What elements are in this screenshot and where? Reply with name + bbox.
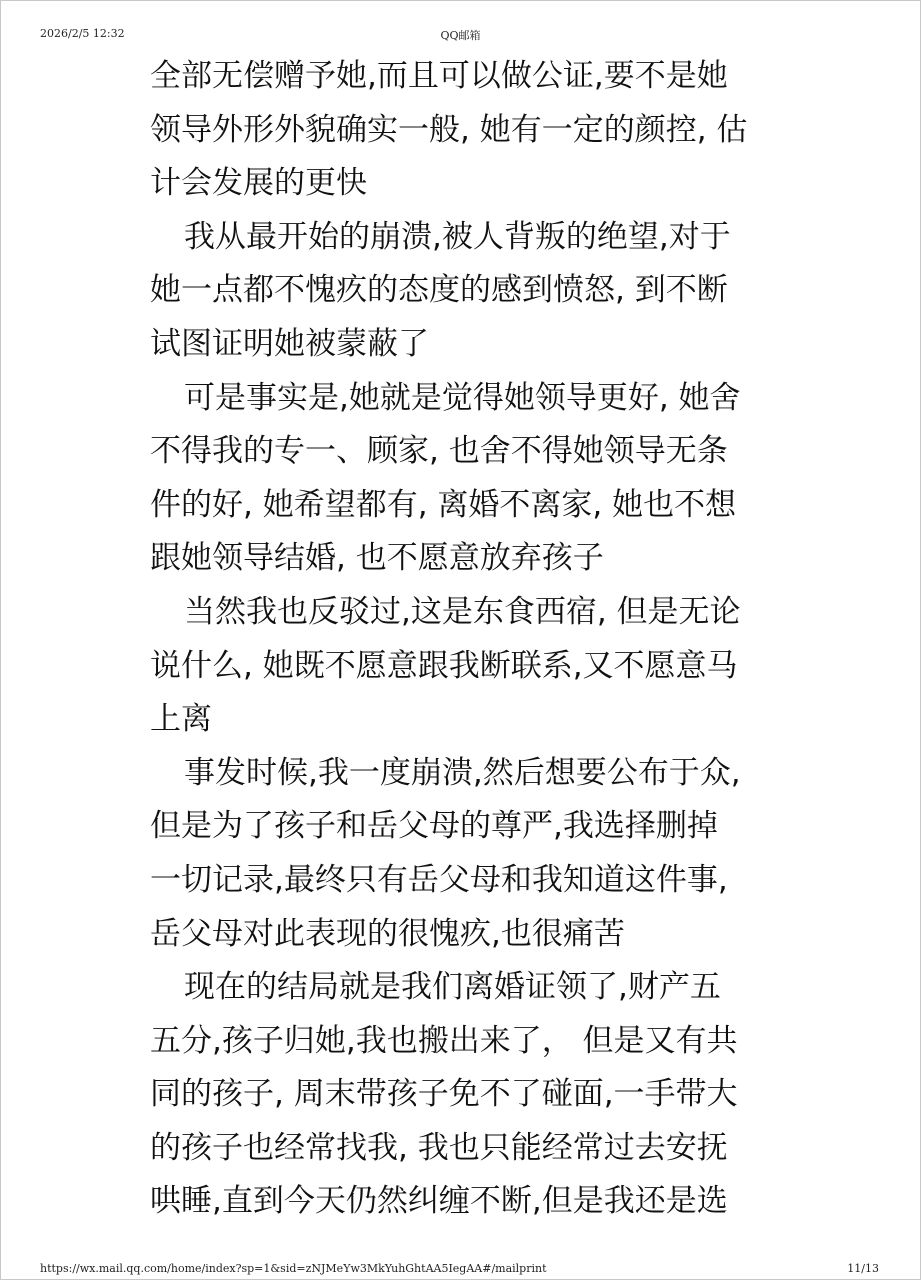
text-line: 的孩子也经常找我, 我也只能经常过去安抚 xyxy=(150,1129,728,1166)
text-line: 一切记录,最终只有岳父母和我知道这件事, xyxy=(150,861,728,898)
text-line: 领导外形外貌确实一般, 她有一定的颜控, 估 xyxy=(150,111,748,148)
mail-body xyxy=(150,50,770,1229)
text-line: 上离 xyxy=(150,701,212,738)
paragraph-start-line: 现在的结局就是我们离婚证领了,财产五 xyxy=(184,969,721,1006)
print-url: https://wx.mail.qq.com/home/index?sp=1&sid=zNJMeYw3MkYuhGhtAA5IegAA#/mailprint xyxy=(40,1262,547,1275)
text-line: 不得我的专一、顾家, 也舍不得她领导无条 xyxy=(150,433,728,470)
paragraph-start-line: 当然我也反驳过,这是东食西宿, 但是无论 xyxy=(184,593,741,630)
text-line: 她一点都不愧疚的态度的感到愤怒, 到不断 xyxy=(150,272,728,309)
text-line: 全部无偿赠予她,而且可以做公证,要不是她 xyxy=(150,58,728,94)
text-line: 说什么, 她既不愿意跟我断联系,又不愿意马 xyxy=(150,647,738,684)
paragraph-start-line: 事发时候,我一度崩溃,然后想要公布于众, xyxy=(184,754,741,791)
text-line: 件的好, 她希望都有, 离婚不离家, 她也不想 xyxy=(150,486,737,523)
paragraph-start-line: 我从最开始的崩溃,被人背叛的绝望,对于 xyxy=(184,218,731,255)
page-number: 11/13 xyxy=(847,1262,879,1275)
text-line: 哄睡,直到今天仍然纠缠不断,但是我还是选 xyxy=(150,1183,728,1220)
print-title: QQ邮箱 xyxy=(440,29,481,42)
text-line: 岳父母对此表现的很愧疚,也很痛苦 xyxy=(150,915,625,952)
text-line: 但是为了孩子和岳父母的尊严,我选择删掉 xyxy=(150,808,718,845)
text-line: 跟她领导结婚, 也不愿意放弃孩子 xyxy=(150,540,604,577)
paragraph-start-line: 可是事实是,她就是觉得她领导更好, 她舍 xyxy=(184,379,741,416)
text-line: 五分,孩子归她,我也搬出来了， 但是又有共 xyxy=(150,1022,738,1059)
print-datetime: 2026/2/5 12:32 xyxy=(40,27,125,40)
text-line: 计会发展的更快 xyxy=(150,165,367,202)
text-line: 试图证明她被蒙蔽了 xyxy=(150,325,429,362)
text-line: 同的孩子, 周末带孩子免不了碰面,一手带大 xyxy=(150,1076,738,1113)
